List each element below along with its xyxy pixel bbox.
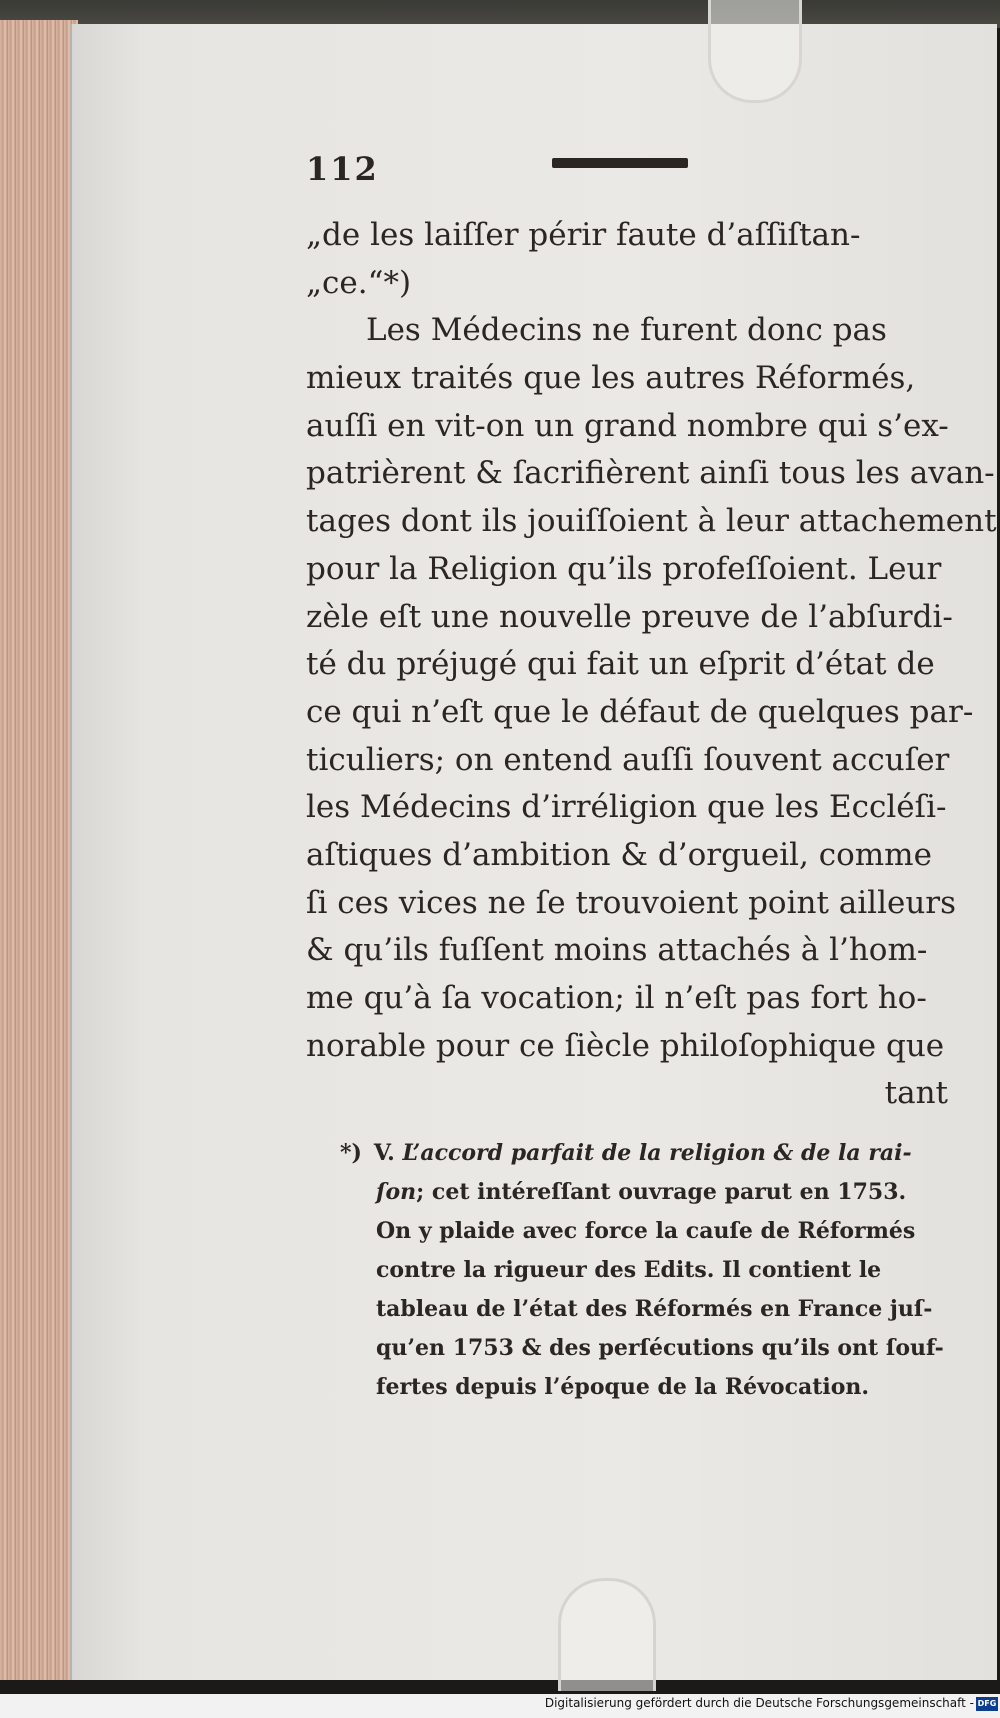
text-line: zèle eſt une nouvelle preuve de l’abſurdi-	[306, 598, 953, 635]
text-line: aſtiques d’ambition & d’orgueil, comme	[306, 836, 932, 873]
page-edges	[0, 20, 78, 1680]
footnote-title-end: ſon	[376, 1179, 417, 1205]
page-number: 112	[306, 150, 379, 188]
footnote-marker: *)	[340, 1140, 362, 1166]
text-line: Les Médecins ne furent donc pas	[366, 312, 887, 349]
catchword: tant	[884, 1075, 948, 1112]
text-line: té du préjugé qui fait un eſprit d’état de	[306, 646, 935, 683]
text-line: „de les laiſſer périr faute d’aſſiſtan-	[306, 217, 861, 253]
dfg-credit: Digitalisierung gefördert durch die Deutsche Forschungsgemeinschaft -	[544, 1696, 974, 1710]
footnote-line	[340, 1173, 952, 1212]
text-line: „ce.“*)	[306, 264, 412, 301]
footnote-prefix: V.	[373, 1140, 395, 1166]
footnote-line	[340, 1134, 952, 1173]
text-line: me qu’à ſa vocation; il n’eſt pas fort ho-	[306, 980, 927, 1016]
footnote-line: On y plaide avec force la cauſe de Réformés	[376, 1218, 916, 1244]
text-line: ſi ces vices ne ſe trouvoient point ailleurs	[306, 884, 957, 921]
footnote-line: contre la rigueur des Edits. Il contient le	[376, 1257, 882, 1283]
text-line: & qu’ils fuſſent moins attachés à l’hom-	[306, 932, 928, 969]
page-clip-top	[708, 0, 802, 103]
footnote-line: qu’en 1753 & des perſécutions qu’ils ont ſouf-	[376, 1335, 944, 1361]
footnote-line: tableau de l’état des Réformés en France juſ-	[376, 1296, 933, 1322]
footnote	[340, 1134, 952, 1407]
dfg-logo: DFG	[976, 1697, 998, 1711]
body-text	[306, 212, 997, 1118]
text-line: pour la Religion qu’ils profeſſoient. Leur	[306, 550, 942, 587]
text-line: ce qui n’eſt que le défaut de quelques par-	[306, 693, 974, 730]
footnote-text: ; cet intéreſſant ouvrage parut en 1753.	[416, 1179, 907, 1205]
text-line: auſſi en vit-on un grand nombre qui s’ex-	[306, 407, 949, 444]
page-clip-bottom	[558, 1578, 656, 1691]
text-line: mieux traités que les autres Réformés,	[306, 360, 916, 397]
header-rule	[552, 158, 688, 168]
text-line: norable pour ce ſiècle philoſophique que	[306, 1027, 945, 1064]
text-line: tages dont ils jouiſſoient à leur attachement	[306, 503, 997, 540]
footnote-line: fertes depuis l’époque de la Révocation.	[376, 1374, 870, 1400]
text-line: les Médecins d’irréligion que les Eccléſi-	[306, 789, 947, 826]
text-line: ticuliers; on entend auſſi ſouvent accuſer	[306, 741, 950, 778]
text-line: patrièrent & ſacrifièrent ainſi tous les avan-	[306, 455, 995, 492]
footnote-title: L’accord parfait de la religion & de la rai-	[402, 1140, 912, 1166]
